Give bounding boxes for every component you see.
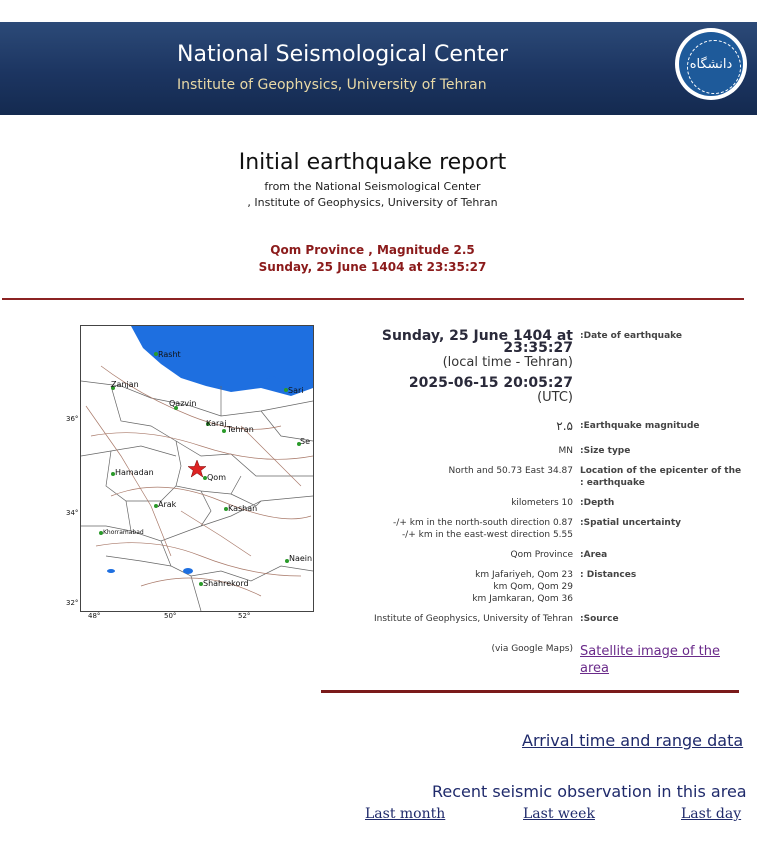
last-week-link[interactable]: Last week (523, 806, 595, 822)
divider-bottom (321, 690, 739, 693)
map-city-shahrekord: Shahrekord (203, 579, 249, 588)
source-label: :Source (580, 614, 619, 624)
map-city-hamadan: Hamadan (115, 468, 154, 477)
uncertainty-label: :Spatial uncertainty (580, 518, 682, 528)
source-value: Institute of Geophysics, University of Tehran (373, 614, 573, 624)
map-city-naein: Naein (289, 554, 313, 563)
distance-item: km Qom, Qom 29 (493, 582, 573, 592)
last-month-link[interactable]: Last month (365, 806, 446, 822)
map-city-kashan: Kashan (228, 504, 258, 513)
map-city-arak: Arak (158, 500, 177, 509)
report-from: from the National Seismological Center (264, 180, 481, 193)
divider-top (2, 298, 744, 300)
satellite-image-link[interactable]: Satellite image of the area (580, 644, 720, 676)
logo-text: دانشگاه (689, 56, 733, 72)
row-date (320, 330, 740, 370)
row-date-utc (320, 377, 740, 417)
lat-tick-34: 34° (66, 509, 79, 517)
map-city-tehran: Tehran (227, 425, 254, 434)
recent-observation-title: Recent seismic observation in this area (432, 782, 747, 801)
date-utc-note: (UTC) (537, 390, 573, 405)
magnitude-label: :Earthquake magnitude (580, 421, 700, 431)
summary-datetime: Sunday, 25 June 1404 at 23:35:27 (258, 260, 487, 274)
magnitude-value: ۲.۵ (556, 419, 573, 433)
university-logo[interactable] (675, 28, 747, 100)
uncertainty-value: -/+ km in the north-south direction 0.87 -/+ km in the east-west direction 5.55 (393, 518, 573, 540)
location-value: North and 50.73 East 34.87 (448, 466, 573, 476)
map-city-se: Se (300, 437, 310, 446)
date-utc: 2025-06-15 20:05:27 (408, 375, 573, 391)
lat-tick-36: 36° (66, 415, 79, 423)
size-type-label: :Size type (580, 446, 631, 456)
report-institute: , Institute of Geophysics, University of Tehran (247, 196, 498, 209)
size-type-value: MN (558, 446, 573, 456)
summary-location-magnitude: Qom Province , Magnitude 2.5 (270, 243, 475, 257)
map-city-qazvin: Qazvin (169, 399, 197, 408)
depth-label: :Depth (580, 498, 615, 508)
distance-item: km Jafariyeh, Qom 23 (475, 570, 573, 580)
lon-tick-48: 48° (88, 612, 101, 620)
lon-tick-50: 50° (164, 612, 177, 620)
last-day-link[interactable]: Last day (681, 806, 742, 822)
lat-tick-32: 32° (66, 599, 79, 607)
distance-item: km Jamkaran, Qom 36 (472, 594, 573, 604)
site-subtitle: Institute of Geophysics, University of Tehran (177, 77, 487, 93)
row-magnitude (320, 420, 740, 436)
header-banner (0, 22, 757, 115)
map-city-sari: Sari (288, 386, 304, 395)
logo-ring (687, 40, 741, 94)
location-label: Location of the epicenter of the : earthquake (580, 466, 742, 488)
area-label: :Area (580, 550, 608, 560)
map-city-khorramabad: Khorramabad (103, 529, 144, 536)
lon-tick-52: 52° (238, 612, 251, 620)
date-local: Sunday, 25 June 1404 at 23:35:27 (381, 328, 573, 356)
map-city-qom: Qom (207, 473, 226, 482)
report-title: Initial earthquake report (238, 150, 507, 175)
site-title: National Seismological Center (177, 42, 509, 67)
depth-value: kilometers 10 (511, 498, 573, 508)
arrival-data-link[interactable]: Arrival time and range data (522, 731, 744, 750)
area-value: Qom Province (510, 550, 573, 560)
logo-emblem-icon (679, 32, 743, 96)
map-city-rasht: Rasht (158, 350, 181, 359)
date-label: :Date of earthquake (580, 331, 683, 341)
map-city-zanjan: Zanjan (111, 380, 139, 389)
satellite-note: (via Google Maps) (491, 644, 573, 654)
map-axis-ticks (60, 325, 340, 625)
map-city-karaj: Karaj (206, 419, 227, 428)
distances-label: : Distances (580, 570, 637, 580)
date-local-note: (local time - Tehran) (442, 355, 573, 370)
